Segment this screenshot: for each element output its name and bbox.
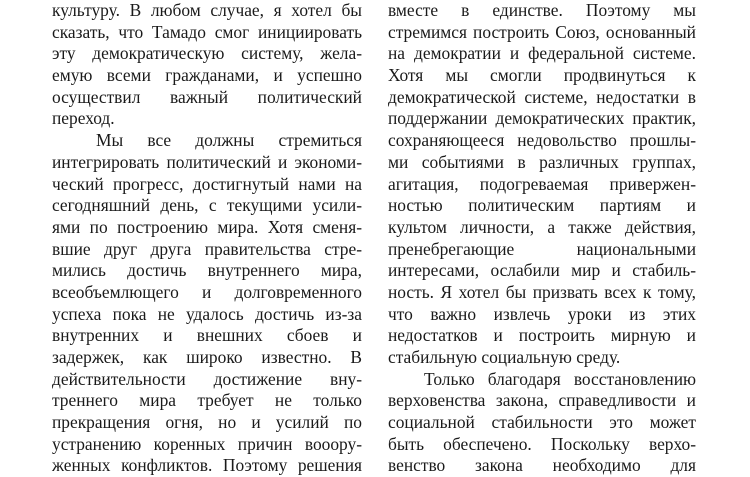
text-line: верховенства закона, справедливости и — [388, 390, 696, 411]
paragraph-start-line: Мы все должны стремиться — [96, 130, 362, 151]
paragraph-start-line: Только благодаря восстановлению — [424, 368, 696, 389]
text-line: культом личности, а также действия, — [388, 216, 696, 237]
text-line: мились достичь внутреннего мира, — [52, 260, 362, 281]
text-line: действительности достижение вну- — [52, 368, 362, 389]
text-line: ями по построению мира. Хотя сменя- — [52, 216, 362, 237]
text-line: ческий прогресс, достигнутый нами на — [52, 173, 362, 194]
text-line: задержек, как широко известно. В — [52, 347, 362, 367]
text-line: всеобъемлющего и долговременного — [52, 281, 362, 302]
text-line: венство закона необходимо для — [388, 455, 696, 476]
text-line: социальной стабильности это может — [388, 412, 696, 433]
text-line: стабильную социальную среду. — [388, 347, 621, 367]
text-line: Хотя мы смогли продвинуться к — [388, 65, 696, 86]
text-line: недостатков и построить мирную и — [388, 325, 696, 346]
text-line: сегодняшний день, с текущими усили- — [52, 195, 362, 216]
text-line: интегрировать политический и экономи- — [52, 151, 362, 172]
text-line: эту демократическую систему, жела- — [52, 43, 362, 64]
text-line: пренебрегающие национальными — [388, 238, 696, 259]
text-line: демократической системе, недостатки в — [388, 86, 696, 107]
text-line: сказать, что Тамадо смог инициировать — [52, 21, 362, 42]
text-line: интересами, ослабили мир и стабиль- — [388, 260, 696, 281]
text-line: емую всеми гражданами, и успешно — [52, 65, 362, 86]
text-line: агитация, подогреваемая привержен- — [388, 173, 696, 194]
text-line: быть обеспечено. Поскольку верхо- — [388, 433, 696, 454]
text-line: внутренних и внешних сбоев и — [52, 325, 362, 346]
text-line: ностью политическим партиям и — [388, 195, 696, 216]
text-line: переход. — [52, 108, 115, 129]
text-line: вшие друг друга правительства стре- — [52, 238, 362, 259]
text-line: успеха пока не удалось достичь из-за — [52, 303, 362, 324]
right-text-column — [388, 0, 696, 477]
text-line: стремимся построить Союз, основанный — [388, 21, 696, 42]
text-line: сохраняющееся недовольство прошлы- — [388, 130, 696, 151]
text-line: ми событиями в различных группах, — [388, 151, 696, 172]
text-line: прекращения огня, но и усилий по — [52, 412, 362, 433]
text-line: женных конфликтов. Поэтому решения — [52, 455, 362, 476]
text-line: на демократии и федеральной системе. — [388, 43, 696, 64]
text-line: что важно извлечь уроки из этих — [388, 303, 696, 324]
text-line: культуру. В любом случае, я хотел бы — [52, 0, 362, 20]
text-line: устранению коренных причин вооору- — [52, 433, 362, 454]
left-text-column — [52, 0, 362, 477]
text-line: вместе в единстве. Поэтому мы — [388, 0, 696, 20]
text-line: ность. Я хотел бы призвать всех к тому, — [388, 281, 696, 302]
text-line: осуществил важный политический — [52, 86, 362, 107]
text-line: поддержании демократических практик, — [388, 108, 696, 129]
text-line: треннего мира требует не только — [52, 390, 362, 411]
